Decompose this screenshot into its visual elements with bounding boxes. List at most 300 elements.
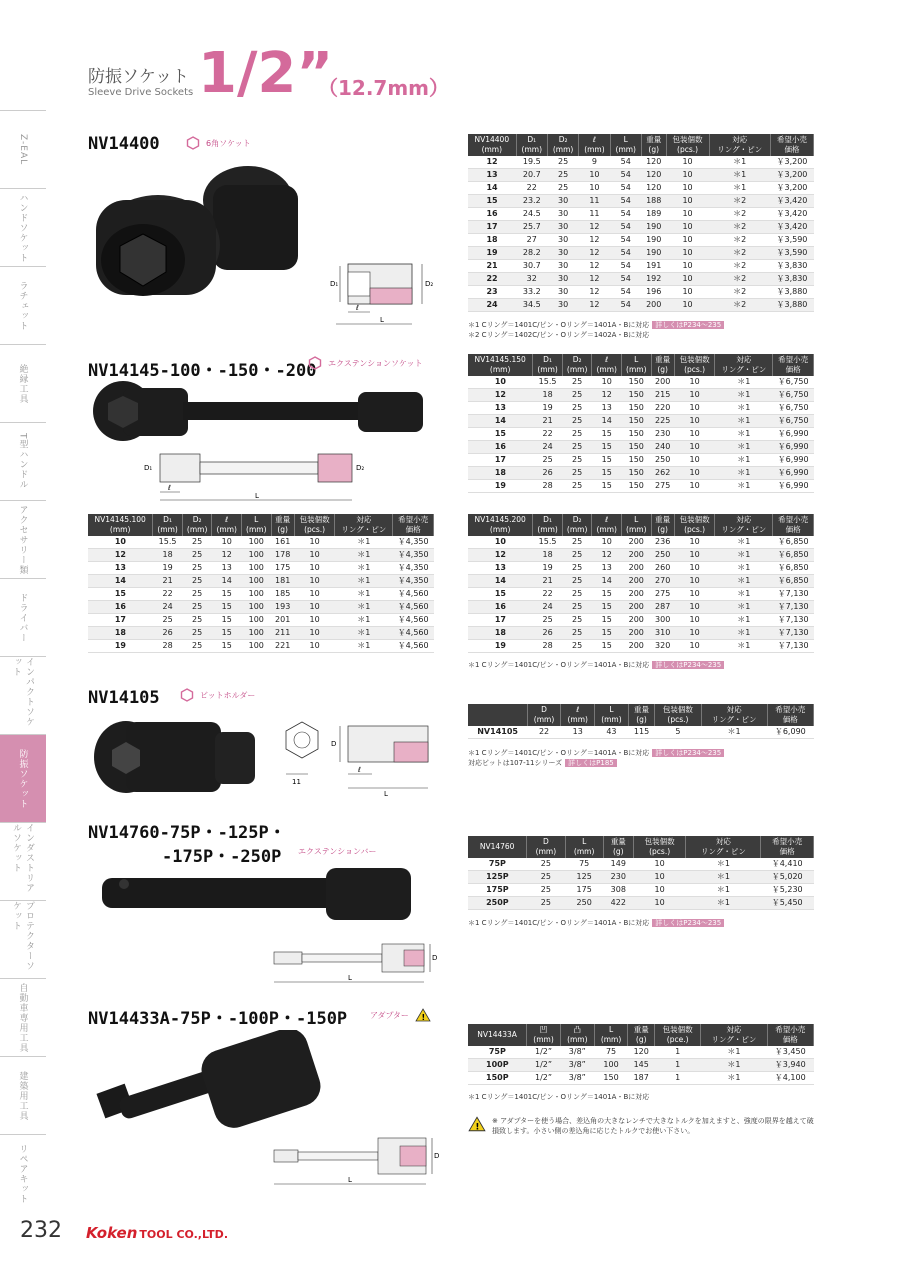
table-cell: 30 [547, 208, 578, 221]
dim-L-label: L [380, 316, 384, 324]
table-cell: 19.5 [516, 156, 547, 169]
table-header-cell: D₁ (mm) [516, 134, 547, 156]
table-cell: ￥3,590 [770, 234, 813, 247]
table-cell: 15 [468, 195, 516, 208]
table-header-cell: 対応 リング・ピン [335, 514, 393, 536]
table-cell: 10 [674, 627, 715, 640]
table-cell: ￥6,990 [773, 454, 814, 467]
table-cell: ＊2 [709, 208, 770, 221]
table-cell: 150 [621, 480, 651, 493]
table-cell: ￥7,130 [773, 614, 814, 627]
table-cell: 125 [565, 871, 603, 884]
table-cell: 200 [621, 588, 651, 601]
table-header-cell: 希望小売 価格 [773, 354, 814, 376]
table-cell: 12 [468, 156, 516, 169]
spec-table-nv14400 [468, 134, 814, 312]
table-cell: 25 [527, 871, 565, 884]
table-cell: ￥7,130 [773, 588, 814, 601]
sidebar-item[interactable]: T型ハンドル [0, 422, 46, 500]
table-row [468, 897, 814, 910]
table-cell: 30 [547, 286, 578, 299]
table-cell: 16 [468, 441, 533, 454]
table-cell: 200 [621, 614, 651, 627]
table-cell: 25 [527, 858, 565, 871]
table-cell: 10 [579, 169, 610, 182]
table-cell: ＊1 [335, 614, 393, 627]
product-title-nv14433a: NV14433A-75P・-100P・-150P [88, 1009, 348, 1029]
table-row [88, 627, 434, 640]
table-cell: ￥3,940 [767, 1059, 814, 1072]
table-cell: 19 [468, 247, 516, 260]
table-cell: 100 [241, 562, 271, 575]
bit-holder-photo [90, 712, 260, 802]
table-header-cell: 対応 リング・ピン [715, 514, 773, 536]
table-cell: 10 [674, 601, 715, 614]
sidebar-item[interactable]: ラチェット [0, 266, 46, 344]
spec-table-nv14760 [468, 836, 814, 910]
table-cell: 25 [547, 156, 578, 169]
table-cell: 150 [621, 389, 651, 402]
spec-table-nv14433a [468, 1024, 814, 1085]
table-cell: 200 [621, 536, 651, 549]
header-title-block [88, 62, 193, 98]
table-cell: 13 [468, 169, 516, 182]
dimension-diagram-nv14433a [270, 1132, 440, 1188]
table-cell: ￥4,350 [393, 575, 434, 588]
table-cell: 25 [182, 575, 212, 588]
table-cell: 25 [562, 389, 592, 402]
table-cell: 10 [674, 640, 715, 653]
table-cell: 28.2 [516, 247, 547, 260]
table-cell: 10 [674, 480, 715, 493]
dim-11-label: 11 [292, 778, 301, 786]
table-cell: 18 [468, 467, 533, 480]
table-header-cell: L (mm) [610, 134, 641, 156]
table-cell: 25 [547, 182, 578, 195]
table-cell: 10 [579, 182, 610, 195]
table-row [88, 588, 434, 601]
table-cell: 150 [621, 376, 651, 389]
table-cell: 187 [628, 1072, 655, 1085]
table-cell: 192 [641, 273, 666, 286]
table-cell: 201 [271, 614, 294, 627]
sidebar-item[interactable]: Z-EAL [0, 110, 46, 188]
table-cell: ￥3,590 [770, 247, 813, 260]
dim-D-label: D [434, 1152, 440, 1160]
table-cell: 23 [468, 286, 516, 299]
spec-table-nv14145-200 [468, 514, 814, 653]
table-cell: 3/8” [560, 1046, 594, 1059]
table-cell: 30 [547, 234, 578, 247]
table-header-cell: 包装個数 (pcs.) [674, 354, 715, 376]
ref-tag: 詳しくはP234～235 [652, 919, 724, 927]
table-cell: ＊1 [715, 549, 773, 562]
table-cell: 54 [610, 247, 641, 260]
sidebar-item[interactable]: インダストリアルソケット [0, 822, 46, 900]
table-cell: 287 [651, 601, 674, 614]
table-cell: 30 [547, 221, 578, 234]
table-cell: 19 [88, 640, 153, 653]
table-header-cell: D (mm) [527, 704, 561, 726]
table-cell: 25 [562, 428, 592, 441]
table-cell: ＊1 [335, 601, 393, 614]
table-cell: ＊2 [709, 234, 770, 247]
table-cell: 1 [654, 1059, 700, 1072]
table-cell: 28 [533, 480, 563, 493]
table-header-cell: 包装個数 (pcs.) [674, 514, 715, 536]
table-cell: 22 [516, 182, 547, 195]
table-cell: 25 [562, 536, 592, 549]
table-cell: 25.7 [516, 221, 547, 234]
table-cell: 10 [294, 575, 335, 588]
sidebar-item[interactable]: アクセサリー類 [0, 500, 46, 578]
table-cell: 10 [674, 389, 715, 402]
table-cell: 30.7 [516, 260, 547, 273]
table-cell: 10 [633, 884, 686, 897]
table-cell: 25 [182, 640, 212, 653]
table-cell: ￥6,850 [773, 549, 814, 562]
table-cell: 15 [468, 588, 533, 601]
table-header-cell: 重量 (g) [271, 514, 294, 536]
table-cell: 15 [592, 441, 622, 454]
table-row [468, 884, 814, 897]
table-cell: 1/2” [527, 1072, 561, 1085]
table-cell: 10 [674, 454, 715, 467]
table-cell: 12 [88, 549, 153, 562]
table-cell: 120 [641, 169, 666, 182]
table-cell: ￥7,130 [773, 627, 814, 640]
warning-icon [468, 1116, 486, 1132]
table-row [468, 260, 814, 273]
table-header-cell: D₂ (mm) [182, 514, 212, 536]
table-header-cell: 希望小売 価格 [767, 704, 813, 726]
table-cell: 12 [592, 389, 622, 402]
table-header-cell: 包装個数 (pce.) [654, 1024, 700, 1046]
product-type-label [180, 688, 255, 702]
table-cell: 10 [294, 614, 335, 627]
table-cell: 150 [621, 441, 651, 454]
table-cell: ＊1 [335, 536, 393, 549]
table-cell: 310 [651, 627, 674, 640]
ref-tag: 詳しくはP234～235 [652, 749, 724, 757]
table-row [88, 640, 434, 653]
table-row [468, 1072, 814, 1085]
table-row [468, 480, 814, 493]
table-cell: 10 [633, 897, 686, 910]
table-row [468, 1059, 814, 1072]
dim-L-label: L [348, 1176, 352, 1184]
table-cell: 422 [603, 897, 633, 910]
product-title-nv14145: NV14145-100・-150・-200 [88, 361, 317, 381]
adapter-warning-text: ※ アダプターを使う場合、差込角の大きなレンチで大きなトルクを加えますと、強度の限界を越えて破損致します。小さい側の差込角に応じたトルクでお使い下さい。 [492, 1117, 814, 1135]
table-cell: 18 [533, 389, 563, 402]
table-cell: ＊1 [715, 402, 773, 415]
table-header-cell: D₁ (mm) [153, 514, 183, 536]
table-cell: ＊1 [715, 415, 773, 428]
product-type-label [308, 356, 423, 370]
table-cell: ＊1 [335, 562, 393, 575]
table-cell: 10 [666, 273, 709, 286]
table-cell: 25 [533, 454, 563, 467]
table-cell: 15.5 [533, 376, 563, 389]
table-cell: 150 [594, 1072, 628, 1085]
table-row [468, 389, 814, 402]
table-cell: 200 [641, 299, 666, 312]
table-cell: 200 [621, 601, 651, 614]
table-cell: 190 [641, 234, 666, 247]
extension-bar-photo [96, 862, 416, 926]
table-cell: ＊1 [715, 454, 773, 467]
table-cell: 10 [633, 858, 686, 871]
note-ring-2: ＊2 Cリング＝1402C/ピン・Oリング＝1402A・Bに対応 [468, 331, 650, 339]
table-cell: 21 [533, 415, 563, 428]
table-cell: 25 [562, 467, 592, 480]
note-ring-1: ＊1 Cリング＝1401C/ピン・Oリング＝1401A・Bに対応 [468, 1093, 650, 1101]
table-cell: 250 [651, 454, 674, 467]
table-cell: 1/2” [527, 1046, 561, 1059]
table7-notes [468, 1092, 649, 1102]
table-cell: 25 [562, 376, 592, 389]
table-cell: ＊1 [335, 588, 393, 601]
table-cell: 25 [562, 480, 592, 493]
table-header-cell: 希望小売 価格 [393, 514, 434, 536]
table-header-cell: 包装個数 (pcs.) [666, 134, 709, 156]
sidebar-item[interactable]: インパクトソケット [0, 656, 46, 734]
sidebar-item[interactable]: プロテクターソケット [0, 900, 46, 978]
table-header-cell: D₁ (mm) [533, 354, 563, 376]
dim-d1-label: D₁ [330, 280, 339, 288]
table-cell: ＊1 [715, 389, 773, 402]
table-cell: 16 [468, 208, 516, 221]
table-cell: 30 [547, 195, 578, 208]
table-row [468, 1046, 814, 1059]
table-cell: 100 [241, 640, 271, 653]
table-cell: 25 [562, 614, 592, 627]
table6-notes [468, 918, 724, 928]
dim-l-label: ℓ [168, 484, 171, 492]
table-cell: 10 [294, 601, 335, 614]
header-size: 1/2” [198, 41, 334, 106]
table-cell: 15 [88, 588, 153, 601]
table-cell: 26 [533, 467, 563, 480]
table-cell: 54 [610, 273, 641, 286]
table-cell: 54 [610, 156, 641, 169]
table-cell: 30 [547, 273, 578, 286]
table-cell: 25 [182, 627, 212, 640]
brand-logo: Koken [86, 1224, 138, 1242]
ref-tag-2: 詳しくはP185 [565, 759, 617, 767]
table-cell: 220 [651, 402, 674, 415]
table-cell: 250 [651, 549, 674, 562]
table-row [88, 601, 434, 614]
table-cell: 10 [674, 428, 715, 441]
dim-l-label: ℓ [358, 766, 361, 774]
table-cell: 25 [562, 549, 592, 562]
table-cell: 15.5 [533, 536, 563, 549]
product-type-text: ビットホルダー [200, 690, 256, 700]
table-header-cell: 希望小売 価格 [770, 134, 813, 156]
table-header-cell: 希望小売 価格 [767, 1024, 814, 1046]
table-cell: 25 [562, 601, 592, 614]
product-type-text: エクステンションバー [298, 847, 377, 856]
table-cell: 21 [153, 575, 183, 588]
table-header-cell: ℓ (mm) [561, 704, 595, 726]
table-cell: 18 [468, 627, 533, 640]
table-cell: 25 [182, 601, 212, 614]
table-cell: 3/8” [560, 1072, 594, 1085]
table-cell: ￥4,350 [393, 562, 434, 575]
table-cell: 25 [533, 614, 563, 627]
table-cell: 25 [562, 562, 592, 575]
table-cell: 24 [153, 601, 183, 614]
table-cell: ￥4,100 [767, 1072, 814, 1085]
dim-l-label: ℓ [356, 304, 359, 312]
table-cell: 54 [610, 286, 641, 299]
table-cell: 13 [468, 562, 533, 575]
table-cell: ￥4,560 [393, 588, 434, 601]
table-cell: 54 [610, 260, 641, 273]
product-type-label [186, 136, 251, 150]
table-cell: ￥3,880 [770, 299, 813, 312]
sidebar-item[interactable]: ドライバー [0, 578, 46, 656]
table-cell: 28 [533, 640, 563, 653]
table-cell: 18 [88, 627, 153, 640]
dimension-diagram-nv14145 [140, 448, 370, 504]
table-cell: 115 [628, 726, 654, 739]
table-cell: 75 [594, 1046, 628, 1059]
table-cell: 54 [610, 234, 641, 247]
table-cell: 15 [592, 428, 622, 441]
note-bit-series: 対応ビットは107-11シリーズ [468, 759, 563, 767]
table-cell: 225 [651, 415, 674, 428]
table-cell: ＊1 [701, 1059, 767, 1072]
table-cell: 1 [654, 1046, 700, 1059]
table-cell: 185 [271, 588, 294, 601]
product-type-label [298, 846, 376, 857]
table-header-cell: NV14760 [468, 836, 527, 858]
table-cell: 15 [592, 640, 622, 653]
table-cell: 16 [88, 601, 153, 614]
table-cell: 10 [592, 536, 622, 549]
note-ring-1: ＊1 Cリング＝1401C/ピン・Oリング＝1401A・Bに対応 [468, 321, 650, 329]
table-header-cell: 対応 リング・ピン [715, 354, 773, 376]
table-cell: 100 [241, 536, 271, 549]
table-cell: ￥4,560 [393, 601, 434, 614]
table-cell: 100P [468, 1059, 527, 1072]
product-type-text: 6角ソケット [206, 138, 251, 148]
table-cell: 34.5 [516, 299, 547, 312]
table-cell: 14 [468, 575, 533, 588]
table-cell: 10 [212, 536, 242, 549]
page-number: 232 [20, 1218, 62, 1243]
dimension-diagram-nv14105 [276, 716, 446, 798]
table-cell: 10 [674, 415, 715, 428]
table-cell: ￥5,020 [761, 871, 814, 884]
sidebar-item[interactable]: 防振ソケット [0, 734, 46, 822]
table-cell: 161 [271, 536, 294, 549]
table-cell: 43 [595, 726, 629, 739]
table-cell: 15 [212, 627, 242, 640]
table-cell: 12 [579, 221, 610, 234]
table-cell: 3/8” [560, 1059, 594, 1072]
table-cell: 120 [628, 1046, 655, 1059]
table-cell: 13 [468, 402, 533, 415]
table-header-cell: NV14400 (mm) [468, 134, 516, 156]
table-cell: 22 [533, 588, 563, 601]
table-cell: 215 [651, 389, 674, 402]
table-row [468, 273, 814, 286]
socket-photo-nv14400 [88, 160, 328, 310]
table-cell: 19 [468, 480, 533, 493]
sidebar-item[interactable]: ハンドソケット [0, 188, 46, 266]
table-cell: ￥4,350 [393, 536, 434, 549]
table-cell: 230 [651, 428, 674, 441]
table-cell: ＊1 [715, 376, 773, 389]
table-header-cell: L (mm) [565, 836, 603, 858]
table-cell: 54 [610, 195, 641, 208]
table1-notes [468, 320, 724, 340]
table-cell: 24 [468, 299, 516, 312]
table-cell: 25 [182, 536, 212, 549]
table-cell: 25 [527, 884, 565, 897]
table-header-cell: 対応 リング・ピン [701, 704, 767, 726]
table-header-cell: NV14145.200 (mm) [468, 514, 533, 536]
table-cell: 120 [641, 182, 666, 195]
table-cell: ￥6,990 [773, 441, 814, 454]
table-header-cell [468, 704, 527, 726]
table-header-cell: D₂ (mm) [547, 134, 578, 156]
ref-tag: 詳しくはP234～235 [652, 661, 724, 669]
sidebar-item[interactable]: 建築用工具 [0, 1056, 46, 1134]
table-cell: 10 [666, 195, 709, 208]
table-row [468, 454, 814, 467]
table-cell: 10 [666, 299, 709, 312]
table-row [468, 726, 814, 739]
table-cell: 10 [633, 871, 686, 884]
table-cell: 10 [666, 234, 709, 247]
sidebar-item[interactable]: リペアキット [0, 1134, 46, 1212]
table-cell: 10 [674, 588, 715, 601]
table-cell: 75 [565, 858, 603, 871]
table-header-cell: 希望小売 価格 [773, 514, 814, 536]
table-cell: 175P [468, 884, 527, 897]
table-cell: 12 [579, 247, 610, 260]
table-cell: 12 [212, 549, 242, 562]
table-cell: 26 [533, 627, 563, 640]
table-cell: 13 [212, 562, 242, 575]
table-header-cell: 対応 リング・ピン [686, 836, 761, 858]
dim-d2-label: D₂ [425, 280, 434, 288]
table-cell: 190 [641, 247, 666, 260]
table-header-cell: 包装個数 (pcs.) [294, 514, 335, 536]
table-cell: 275 [651, 480, 674, 493]
sidebar-item[interactable]: 自動車専用工具 [0, 978, 46, 1056]
table-cell: 15 [468, 428, 533, 441]
table-cell: 196 [641, 286, 666, 299]
table-cell: ￥3,420 [770, 221, 813, 234]
table-cell: ＊1 [715, 441, 773, 454]
warning-icon [415, 1008, 431, 1022]
table-cell: 30 [547, 247, 578, 260]
table-row [468, 536, 814, 549]
table-cell: ＊2 [709, 195, 770, 208]
svg-text:!: ! [421, 1013, 426, 1022]
table-cell: 15 [592, 627, 622, 640]
sidebar-item[interactable]: 絶縁工具 [0, 344, 46, 422]
table-cell: 10 [666, 286, 709, 299]
table-cell: ＊1 [701, 1046, 767, 1059]
table-row [468, 441, 814, 454]
